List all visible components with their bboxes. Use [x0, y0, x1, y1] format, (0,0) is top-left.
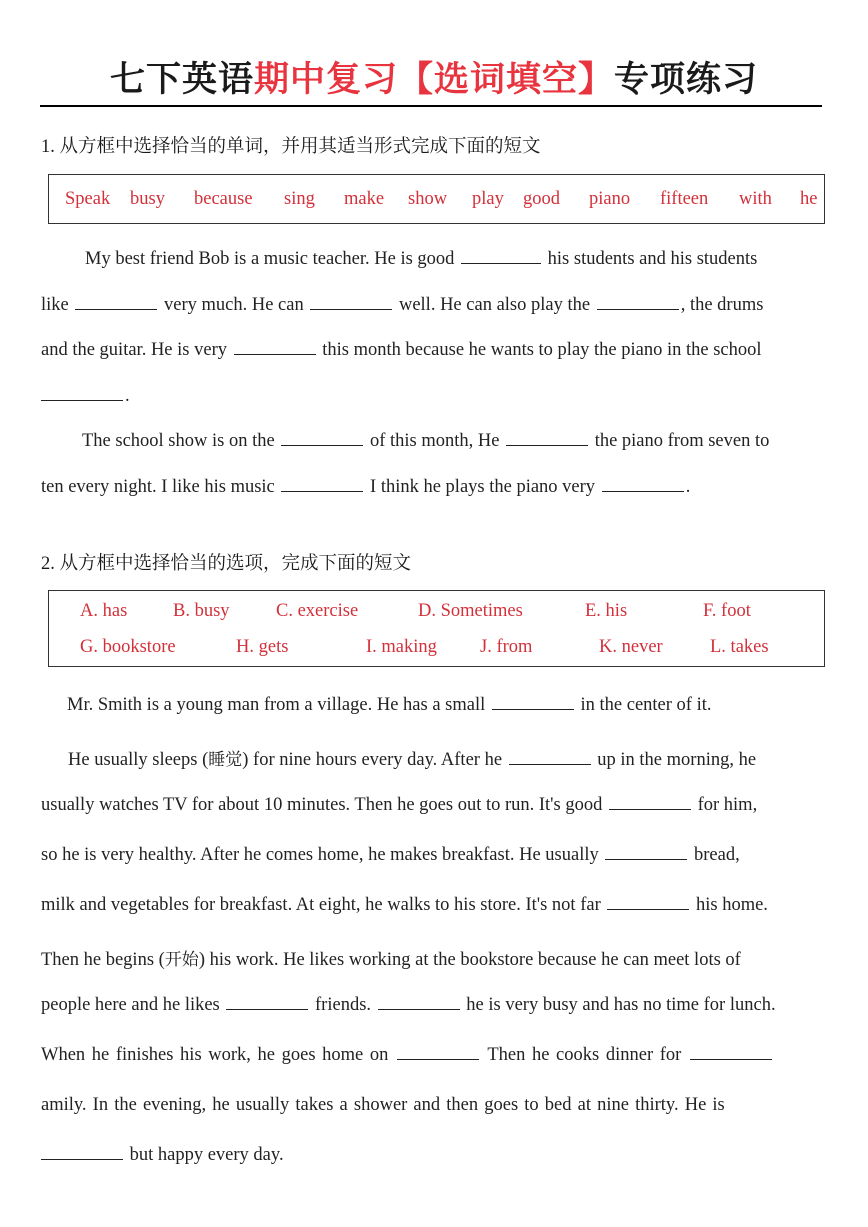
- section1-heading: [41, 132, 541, 158]
- section2-heading: [41, 549, 411, 575]
- answer-blank[interactable]: [690, 1058, 772, 1060]
- passage1-line: My best friend Bob is a music teacher. He is good his students and his students: [85, 249, 758, 269]
- word-bank-item: make: [344, 189, 385, 209]
- option-item: L. takes: [710, 637, 769, 657]
- answer-blank[interactable]: [281, 490, 363, 492]
- passage2-line: Then he begins (开始) his work. He likes working at the bookstore because he can meet lots of: [41, 950, 741, 970]
- passage2-line: but happy every day.: [41, 1145, 284, 1166]
- passage2-line: people here and he likes friends. he is very busy and has no time for lunch.: [41, 995, 776, 1015]
- answer-blank[interactable]: [41, 399, 123, 401]
- passage1-line: and the guitar. He is very this month because he wants to play the piano in the school: [41, 340, 762, 360]
- answer-blank[interactable]: [597, 308, 679, 310]
- word-bank-item: piano: [589, 189, 631, 209]
- answer-blank[interactable]: [41, 1158, 123, 1160]
- option-item: J. from: [480, 637, 533, 657]
- answer-blank[interactable]: [75, 308, 157, 310]
- option-item: H. gets: [236, 637, 289, 657]
- option-item: K. never: [599, 637, 663, 657]
- answer-blank[interactable]: [461, 262, 541, 264]
- word-bank-item: play: [472, 189, 504, 209]
- answer-blank[interactable]: [605, 858, 687, 860]
- word-bank-item: sing: [284, 189, 315, 209]
- section1-heading-text: 1. 从方框中选择恰当的单词，并用其适当形式完成下面的短文: [41, 137, 541, 157]
- title-part-1: 七下英语: [109, 60, 254, 100]
- option-item: F. foot: [703, 601, 751, 621]
- answer-blank[interactable]: [310, 308, 392, 310]
- title-part-3: 专项练习: [614, 60, 759, 100]
- answer-blank[interactable]: [226, 1008, 308, 1010]
- option-item: B. busy: [173, 601, 230, 621]
- option-item: C. exercise: [276, 601, 359, 621]
- option-item: E. his: [585, 601, 628, 621]
- passage2-line: amily. In the evening, he usually takes a shower and then goes to bed at nine thirty. He is: [41, 1095, 725, 1115]
- answer-blank[interactable]: [609, 808, 691, 810]
- passage1-line: The school show is on the of this month, He the piano from seven to: [82, 431, 770, 451]
- word-bank-item: show: [408, 189, 448, 209]
- answer-blank[interactable]: [378, 1008, 460, 1010]
- answer-blank[interactable]: [492, 708, 574, 710]
- option-item: D. Sometimes: [418, 601, 523, 621]
- passage2-line: He usually sleeps (睡觉) for nine hours every day. After he up in the morning, he: [68, 750, 757, 770]
- section2-heading-text: 2. 从方框中选择恰当的选项，完成下面的短文: [41, 554, 412, 574]
- page-title: [0, 52, 868, 102]
- word-bank-item: fifteen: [660, 189, 709, 209]
- answer-blank[interactable]: [234, 353, 316, 355]
- answer-blank[interactable]: [281, 444, 363, 446]
- word-bank-item: he: [800, 189, 818, 209]
- passage2-line: Mr. Smith is a young man from a village. He has a small in the center of it.: [67, 695, 712, 715]
- answer-blank[interactable]: [607, 908, 689, 910]
- word-bank-item: busy: [130, 189, 165, 209]
- passage2-line: When he finishes his work, he goes home on Then he cooks dinner for: [41, 1045, 774, 1066]
- answer-blank[interactable]: [397, 1058, 479, 1060]
- option-item: I. making: [366, 637, 437, 657]
- answer-blank[interactable]: [602, 490, 684, 492]
- passage1-line: like very much. He can well. He can also play the , the drums: [41, 295, 764, 315]
- word-bank-item: because: [194, 189, 253, 209]
- option-item: G. bookstore: [80, 637, 176, 657]
- word-bank-item: Speak: [65, 189, 111, 209]
- word-bank-item: good: [523, 189, 560, 209]
- option-item: A. has: [80, 601, 128, 621]
- word-bank-item: with: [739, 189, 772, 209]
- title-part-2: 期中复习【选词填空】: [253, 60, 614, 100]
- answer-blank[interactable]: [509, 763, 591, 765]
- answer-blank[interactable]: [506, 444, 588, 446]
- passage2-line: usually watches TV for about 10 minutes. Then he goes out to run. It's good for him,: [41, 795, 758, 815]
- passage2-line: milk and vegetables for breakfast. At eight, he walks to his store. It's not far his home.: [41, 895, 768, 915]
- title-divider: [40, 105, 822, 107]
- passage1-line: .: [41, 386, 130, 407]
- passage1-line: ten every night. I like his music I think he plays the piano very .: [41, 477, 691, 497]
- passage2-line: so he is very healthy. After he comes home, he makes breakfast. He usually bread,: [41, 845, 740, 865]
